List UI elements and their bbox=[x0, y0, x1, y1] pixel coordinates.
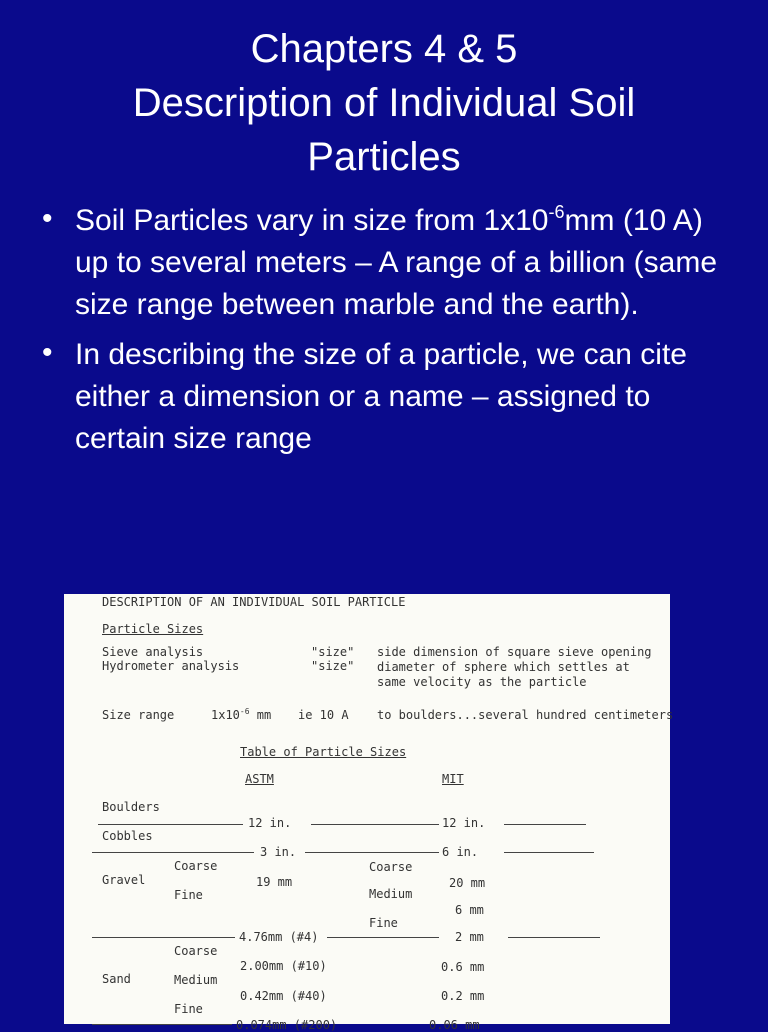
row-sand: Sand bbox=[102, 972, 131, 986]
slide-title bbox=[0, 22, 768, 184]
sieve-label: Sieve analysis bbox=[102, 645, 204, 659]
sieve-desc: side dimension of square sieve opening bbox=[377, 645, 652, 659]
mit-0-2mm: 0.2 mm bbox=[441, 989, 485, 1003]
scan-heading: DESCRIPTION OF AN INDIVIDUAL SOIL PARTICLE bbox=[102, 595, 406, 609]
particle-sizes-heading: Particle Sizes bbox=[102, 622, 204, 636]
divider bbox=[311, 824, 439, 825]
divider bbox=[327, 937, 439, 938]
divider bbox=[92, 1024, 232, 1025]
bullet-item bbox=[42, 200, 742, 326]
mit-0-6mm: 0.6 mm bbox=[441, 960, 485, 974]
astm-0-074mm: 0.074mm (#200) bbox=[236, 1018, 338, 1032]
row-gravel: Gravel bbox=[102, 873, 146, 887]
gravel-coarse: Coarse bbox=[174, 859, 218, 873]
title-line: Description of Individual Soil bbox=[132, 81, 636, 125]
bullet-dot-icon: • bbox=[42, 202, 53, 235]
divider bbox=[504, 852, 594, 853]
row-boulders: Boulders bbox=[102, 800, 160, 814]
hydrometer-desc: same velocity as the particle bbox=[377, 675, 587, 689]
mit-fine: Fine bbox=[369, 916, 398, 930]
mit-12in: 12 in. bbox=[442, 816, 486, 830]
mit-6in: 6 in. bbox=[442, 845, 479, 859]
sand-fine: Fine bbox=[174, 1002, 203, 1016]
size-range-label: Size range bbox=[102, 708, 175, 722]
bullet-text: mm (10 A) up to several meters – A range of a billion (same size range between marble and the earth). bbox=[75, 204, 718, 321]
sand-coarse: Coarse bbox=[174, 944, 218, 958]
title-line: Chapters 4 & 5 bbox=[250, 27, 518, 71]
astm-0-42mm: 0.42mm (#40) bbox=[240, 989, 327, 1003]
divider bbox=[508, 937, 600, 938]
mit-6mm: 6 mm bbox=[455, 903, 484, 917]
astm-4-76mm: 4.76mm (#4) bbox=[239, 930, 319, 944]
gravel-fine: Fine bbox=[174, 888, 203, 902]
divider bbox=[92, 852, 254, 853]
bullet-text: In describing the size of a particle, we can cite either a dimension or a name – assigned to certain size range bbox=[75, 338, 687, 455]
mit-coarse: Coarse bbox=[369, 860, 413, 874]
bullet-item bbox=[42, 334, 742, 460]
row-cobbles: Cobbles bbox=[102, 829, 153, 843]
astm-header: ASTM bbox=[245, 772, 274, 786]
sieve-size: "size" bbox=[311, 645, 355, 659]
bullet-dot-icon: • bbox=[42, 336, 53, 369]
divider bbox=[92, 937, 235, 938]
divider bbox=[305, 852, 439, 853]
sand-medium: Medium bbox=[174, 973, 218, 987]
hydrometer-size: "size" bbox=[311, 659, 355, 673]
hydrometer-desc: diameter of sphere which settles at bbox=[377, 660, 630, 674]
mit-header: MIT bbox=[442, 772, 464, 786]
astm-2-00mm: 2.00mm (#10) bbox=[240, 959, 327, 973]
mit-0-06mm: 0.06 mm bbox=[429, 1018, 480, 1032]
table-title: Table of Particle Sizes bbox=[240, 745, 407, 759]
astm-3in: 3 in. bbox=[260, 845, 297, 859]
bullet-text: Soil Particles vary in size from 1x10 bbox=[75, 204, 549, 237]
mit-2mm: 2 mm bbox=[455, 930, 484, 944]
title-line: Particles bbox=[307, 135, 461, 179]
astm-19mm: 19 mm bbox=[256, 875, 293, 889]
bullet-list bbox=[42, 200, 742, 468]
divider bbox=[504, 824, 586, 825]
divider bbox=[98, 824, 243, 825]
astm-12in: 12 in. bbox=[248, 816, 292, 830]
hydrometer-label: Hydrometer analysis bbox=[102, 659, 240, 673]
size-range-value: $1x10^{-6}$ mm bbox=[211, 707, 272, 722]
bullet-sup: -6 bbox=[548, 202, 565, 222]
size-range-to: to boulders...several hundred centimeters bbox=[377, 708, 674, 722]
mit-20mm: 20 mm bbox=[449, 876, 486, 890]
size-range-ie: ie 10 A bbox=[298, 708, 349, 722]
scanned-document bbox=[64, 594, 674, 1032]
mit-medium: Medium bbox=[369, 887, 413, 901]
